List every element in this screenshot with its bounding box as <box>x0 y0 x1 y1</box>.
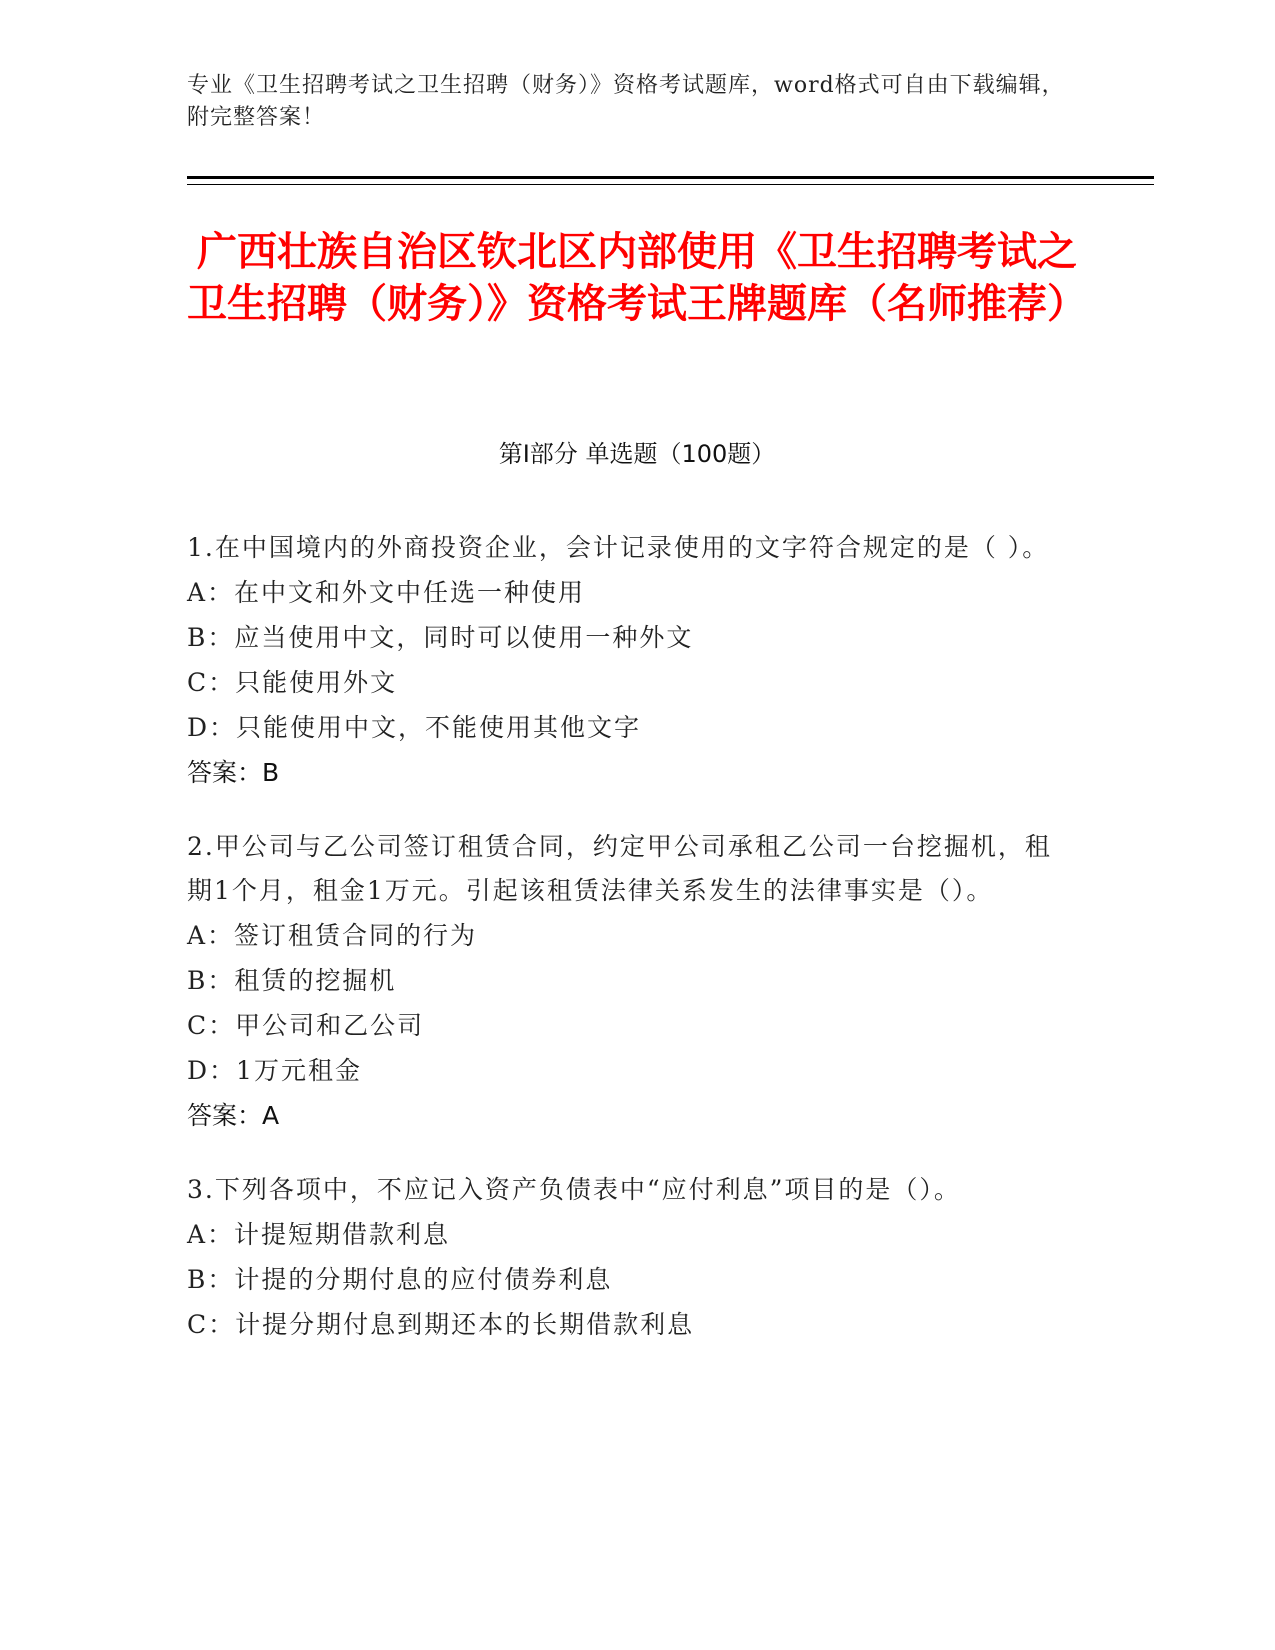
question-stem: 3.下列各项中，不应记入资产负债表中“应付利息”项目的是（）。 <box>187 1175 961 1204</box>
header-divider <box>187 176 1154 185</box>
question-list <box>187 526 1067 1377</box>
option-d: D：1万元租金 <box>187 1056 362 1085</box>
document-title: 广西壮族自治区钦北区内部使用《卫生招聘考试之卫生招聘（财务）》资格考试王牌题库（名师推荐） <box>187 229 1087 327</box>
section-title: 第Ⅰ部分 单选题（100题） <box>498 440 776 468</box>
question-stem: 2.甲公司与乙公司签订租赁合同，约定甲公司承租乙公司一台挖掘机，租期1个月，租金1万元。引起该租赁法律关系发生的法律事实是（）。 <box>187 832 1052 905</box>
question-1 <box>187 526 1067 795</box>
option-a: A：在中文和外文中任选一种使用 <box>187 578 586 607</box>
answer-line: 答案：A <box>187 1101 280 1130</box>
question-3 <box>187 1168 1067 1347</box>
option-c: C：只能使用外文 <box>187 668 398 697</box>
question-stem: 1.在中国境内的外商投资企业，会计记录使用的文字符合规定的是（ ）。 <box>187 533 1050 562</box>
question-2 <box>187 825 1067 1138</box>
option-a: A：计提短期借款利息 <box>187 1220 451 1249</box>
option-b: B：租赁的挖掘机 <box>187 966 397 995</box>
answer-line: 答案：B <box>187 758 280 787</box>
option-b: B：计提的分期付息的应付债券利息 <box>187 1265 613 1294</box>
option-c: C：甲公司和乙公司 <box>187 1011 425 1040</box>
header-note: 专业《卫生招聘考试之卫生招聘（财务）》资格考试题库，word格式可自由下载编辑，附完整答案！ <box>187 73 1065 130</box>
option-a: A：签订租赁合同的行为 <box>187 921 478 950</box>
option-b: B：应当使用中文，同时可以使用一种外文 <box>187 623 694 652</box>
option-c: C：计提分期付息到期还本的长期借款利息 <box>187 1310 695 1339</box>
option-d: D：只能使用中文，不能使用其他文字 <box>187 713 642 742</box>
